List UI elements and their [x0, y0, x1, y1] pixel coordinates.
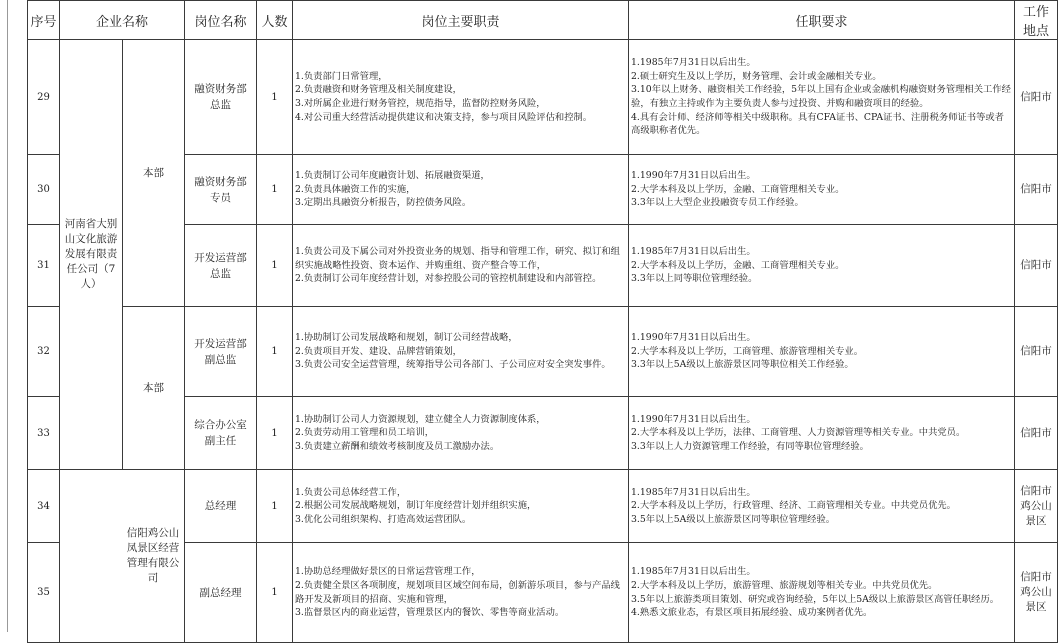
requirement-line: 1.1985年7月31日以后出生。	[631, 566, 756, 578]
requirement-line: 2.大学本科及以上学历，金融、工商管理相关专业。	[631, 183, 845, 195]
row-number: 33	[28, 397, 60, 470]
requirement-line: 3.3年以上5A级以上旅游景区同等职位相关工作经验。	[631, 359, 854, 371]
requirement-line: 1.1985年7月31日以后出生。	[631, 57, 756, 69]
work-location: 信阳市	[1015, 397, 1058, 470]
requirement-line: 3.3年以上同等职位管理经验。	[631, 273, 758, 285]
duty-line: 2.负责项目开发、建设、品牌营销策划，	[295, 345, 462, 357]
row-number: 29	[28, 40, 60, 155]
company-sub: 信阳鸡公山凤景区经营管理有限公司	[60, 470, 185, 643]
table-row	[28, 40, 1058, 155]
duties-cell	[293, 40, 629, 155]
requirement-line: 3.5年以上旅游类项目策划、研究或咨询经验，5年以上5A级以上旅游景区高管任职经历。	[631, 593, 1000, 605]
position-name: 开发运营部副总监	[185, 307, 257, 397]
duty-line: 3.负责建立薪酬和绩效考核制度及员工激励办法。	[295, 440, 500, 452]
duty-line: 1.协助制订公司人力资源规划，建立健全人力资源制度体系，	[295, 413, 546, 425]
header-count: 人数	[257, 1, 293, 40]
requirement-line: 4.熟悉文旅业态，有景区项目拓展经验、成功案例者优先。	[631, 607, 873, 619]
duty-line: 2.负责劳动用工管理和员工培训，	[295, 427, 435, 439]
duty-line: 4.对公司重大经营活动提供建议和决策支持，参与项目风险评估和控制。	[295, 111, 593, 123]
position-name: 融资财务部专员	[185, 155, 257, 225]
work-location: 信阳市鸡公山景区	[1015, 543, 1058, 643]
requirement-line: 2.大学本科及以上学历，金融、工商管理相关专业。	[631, 259, 845, 271]
requirements-cell	[629, 543, 1015, 643]
header-requirements: 任职要求	[629, 1, 1015, 40]
requirement-line: 2.大学本科及以上学历，行政管理、经济、工商管理相关专业。中共党员优先。	[631, 500, 956, 512]
position-name: 融资财务部总监	[185, 40, 257, 155]
headcount: 1	[257, 397, 293, 470]
requirements-cell	[629, 397, 1015, 470]
requirement-line: 3.5年以上5A级以上旅游景区同等职位管理经验。	[631, 513, 836, 525]
requirement-line: 3.3年以上人力资源管理工作经验，有同等职位管理经验。	[631, 440, 869, 452]
position-name: 总经理	[185, 470, 257, 543]
duty-line: 3.监督景区内的商业运营，管理景区内的餐饮、零售等商业活动。	[295, 607, 565, 619]
position-name: 综合办公室副主任	[185, 397, 257, 470]
work-location: 信阳市	[1015, 225, 1058, 307]
requirements-cell	[629, 307, 1015, 397]
headcount: 1	[257, 543, 293, 643]
duty-line: 3.负责公司安全运营管理，统筹指导公司各部门、子公司应对安全突发事件。	[295, 359, 611, 371]
duty-line: 1.负责制订公司年度融资计划、拓展融资渠道，	[295, 170, 490, 182]
duty-line: 1.负责公司总体经营工作，	[295, 486, 407, 498]
requirement-line: 1.1985年7月31日以后出生。	[631, 246, 756, 258]
row-number: 31	[28, 225, 60, 307]
requirement-line: 2.大学本科及以上学历，法律、工商管理、人力资源管理等相关专业。中共党员。	[631, 427, 966, 439]
work-location: 信阳市鸡公山景区	[1015, 470, 1058, 543]
duty-line: 3.优化公司组织架构、打造高效运营团队。	[295, 513, 472, 525]
header-duties: 岗位主要职责	[293, 1, 629, 40]
duty-line: 2.负责融资和财务管理及相关制度建设，	[295, 84, 462, 96]
dept-headquarters: 本部	[123, 307, 185, 470]
requirement-line: 1.1990年7月31日以后出生。	[631, 170, 756, 182]
row-number: 34	[28, 470, 60, 543]
row-number: 35	[28, 543, 60, 643]
table-row	[28, 470, 1058, 543]
position-name: 开发运营部总监	[185, 225, 257, 307]
table-row	[28, 307, 1058, 397]
headcount: 1	[257, 307, 293, 397]
requirements-cell	[629, 470, 1015, 543]
page-margin-line	[7, 0, 8, 632]
requirement-line: 1.1990年7月31日以后出生。	[631, 332, 756, 344]
header-position: 岗位名称	[185, 1, 257, 40]
row-number: 32	[28, 307, 60, 397]
requirement-line: 2.大学本科及以上学历，工商管理、旅游管理相关专业。	[631, 345, 864, 357]
duty-line: 2.负责健全景区各项制度，规划项目区域空间布局，创新游乐项目，参与产品线路开发及新项目的招商、实施和管理，	[295, 579, 620, 605]
duty-line: 3.对所属企业进行财务管控，规范指导，监督防控财务风险，	[295, 98, 546, 109]
duty-line: 1.负责公司及下属公司对外投资业务的规划、指导和管理工作，研究、拟订和组织实施战略性投资、资本运作、并购重组、资产整合等工作，	[295, 246, 620, 271]
work-location: 信阳市	[1015, 40, 1058, 155]
duty-line: 2.负责制订公司年度经营计划，对参控股公司的管控机制建设和内部管控。	[295, 273, 602, 285]
header-row	[28, 1, 1058, 40]
requirement-line: 1.1985年7月31日以后出生。	[631, 486, 756, 498]
work-location: 信阳市	[1015, 155, 1058, 225]
duties-cell	[293, 155, 629, 225]
requirement-line: 3.3年以上大型企业投融资专员工作经验。	[631, 197, 804, 209]
duties-cell	[293, 397, 629, 470]
requirements-cell	[629, 155, 1015, 225]
requirement-line: 3.10年以上财务、融资相关工作经验，5年以上国有企业或金融机构融资财务管理相关工作经验，有独立主持或作为主要负责人参与过投资、并购和融资项目的经验。	[631, 84, 1011, 109]
headcount: 1	[257, 40, 293, 155]
duties-cell	[293, 307, 629, 397]
requirements-cell	[629, 225, 1015, 307]
header-company: 企业名称	[60, 1, 185, 40]
requirement-line: 2.大学本科及以上学历，旅游管理、旅游规划等相关专业。中共党员优先。	[631, 579, 938, 591]
duties-cell	[293, 225, 629, 307]
headcount: 1	[257, 225, 293, 307]
duty-line: 1.负责部门日常管理，	[295, 70, 388, 82]
header-location: 工作地点	[1015, 1, 1058, 40]
header-no: 序号	[28, 1, 60, 40]
duties-cell	[293, 543, 629, 643]
requirement-line: 4.具有会计师、经济师等相关中级职称。具有CFA证书、CPA证书、注册税务师证书等或者高级职称者优先。	[631, 111, 1004, 137]
duty-line: 2.负责具体融资工作的实施，	[295, 183, 416, 195]
requirements-cell	[629, 40, 1015, 155]
duty-line: 1.协助总经理做好景区的日常运营管理工作，	[295, 566, 481, 578]
position-name: 副总经理	[185, 543, 257, 643]
company-main: 河南省大别山文化旅游发展有限责任公司（7人）	[60, 40, 123, 470]
headcount: 1	[257, 155, 293, 225]
recruitment-table	[27, 0, 1058, 643]
headcount: 1	[257, 470, 293, 543]
duty-line: 2.根据公司发展战略规划，制订年度经营计划并组织实施，	[295, 500, 537, 512]
row-number: 30	[28, 155, 60, 225]
requirement-line: 2.硕士研究生及以上学历，财务管理、会计或金融相关专业。	[631, 70, 882, 82]
duty-line: 3.定期出具融资分析报告，防控债务风险。	[295, 197, 472, 209]
requirement-line: 1.1990年7月31日以后出生。	[631, 413, 756, 425]
duty-line: 1.协助制订公司发展战略和规划，制订公司经营战略，	[295, 332, 518, 344]
work-location: 信阳市	[1015, 307, 1058, 397]
dept-headquarters: 本部	[123, 40, 185, 307]
duties-cell	[293, 470, 629, 543]
